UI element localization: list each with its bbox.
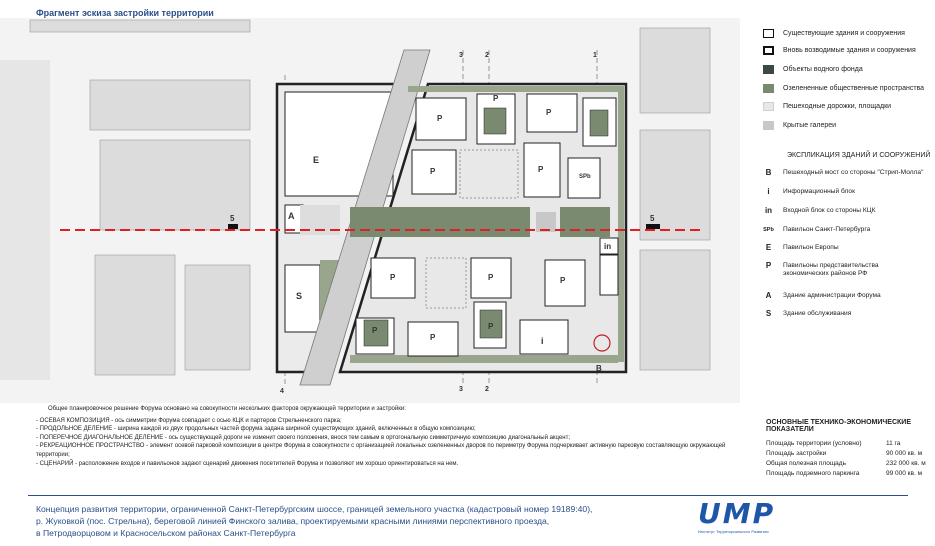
map-label-i: i [541, 336, 544, 346]
axis-label-3-top: 3 [459, 52, 463, 59]
indicator-row: Общая полезная площадь 232 000 кв. м [766, 460, 926, 467]
exp-item-i: i Информационный блок [767, 187, 855, 196]
exp-item-in: in Входной блок со стороны КЦК [764, 206, 876, 215]
indicator-row: Площадь застройки 90 000 кв. м [766, 450, 923, 457]
map-label-P2: P [493, 94, 499, 103]
axis-label-2-bottom: 2 [485, 386, 489, 393]
map-label-P7: P [488, 273, 494, 282]
legend-item-green: Озелененные общественные пространства [763, 84, 924, 93]
swatch-existing [763, 29, 774, 38]
exp-item-E: E Павильон Европы [765, 243, 839, 252]
axis-label-2-top: 2 [485, 52, 489, 59]
indicators-title: ОСНОВНЫЕ ТЕХНИКО-ЭКОНОМИЧЕСКИЕ ПОКАЗАТЕЛИ [766, 419, 912, 433]
legend-item-paths: Пешеходные дорожки, площадки [763, 102, 891, 111]
exp-item-B: B Пешеходный мост со стороны "Стрип-Молла" [765, 168, 924, 177]
map-label-S: S [296, 291, 303, 301]
axis-label-5-left: 5 [230, 214, 235, 223]
legend-item-water: Объекты водного фонда [763, 65, 863, 74]
map-label-E: E [313, 155, 320, 165]
exp-item-P: P Павильоны представительства экономических районов РФ [765, 261, 879, 277]
description-line: - СЦЕНАРИЙ - расположение входов и павильонов задают сценарий движения посетителей Форума и позволяют им хорошо ориентироваться на нем. [36, 460, 459, 467]
context-buildings-right [640, 28, 710, 370]
exp-item-A: A Здание администрации Форума [765, 291, 881, 300]
swatch-paths [763, 102, 774, 111]
swatch-galleries [763, 121, 774, 130]
map-label-P10: P [430, 333, 436, 342]
swatch-water [763, 65, 774, 74]
swatch-green [763, 84, 774, 93]
axis-label-5-right: 5 [650, 214, 655, 223]
map-label-P4: P [430, 167, 436, 176]
legend-item-galleries: Крытые галереи [763, 121, 836, 130]
map-label-P8: P [560, 276, 566, 285]
description-line: - РЕКРЕАЦИОННОЕ ПРОСТРАНСТВО - элемент осевой парковой композиции в центре Форума в совокупности с организацией локальных озелененных дворов по периметру Форума подчеркивает активную парковую составляющую окружающей территории; [36, 443, 726, 458]
site-plan [0, 18, 740, 403]
footer-text: Концепция развития территории, ограниченной Санкт-Петербургским шоссе, границей земельного участка (кадастровый номер 19189:40), р. Жуковкой (пос. Стрельна), береговой линией Финского залива, проектируемыми красными линиями перспективного проезда, в Петродворцовом и Красносельском районах Санкт-Петербурга [36, 504, 593, 538]
map-label-B: B [596, 364, 602, 373]
map-label-in: in [604, 242, 612, 251]
map-label-P3: P [546, 108, 552, 117]
map-label-P9: P [372, 326, 378, 335]
axis-label-1-top: 1 [593, 52, 597, 59]
legend-item-new: Вновь возводимые здания и сооружения [763, 46, 916, 55]
page-title: Фрагмент эскиза застройки территории [36, 8, 214, 18]
map-label-SPb: SPb [579, 174, 591, 180]
swatch-new [763, 46, 774, 55]
description-intro: Общее планировочное решение Форума основано на совокупности нескольких факторов окружающей территории и застройки: [48, 406, 406, 412]
description [36, 405, 736, 468]
map-label-P11: P [488, 322, 494, 331]
map-label-P1: P [437, 114, 443, 123]
axis-label-4-bottom: 4 [280, 388, 284, 395]
ump-logo: UMP Институт Территориального Развития [698, 497, 776, 534]
map-label-P6: P [390, 273, 396, 282]
map-label-P5: P [538, 165, 544, 174]
description-line: - ПОПЕРЕЧНОЕ ДИАГОНАЛЬНОЕ ДЕЛЕНИЕ - ось существующей дороги не изменит своего положения, внося тем самым в ортогональную симметричную композицию диагональный акцент; [36, 434, 570, 441]
description-line: - ПРОДОЛЬНОЕ ДЕЛЕНИЕ - ширина каждой из двух продольных частей форума задана шириной существующих зданий, включенных в общую композицию; [36, 426, 476, 433]
explication-title: ЭКСПЛИКАЦИЯ ЗДАНИЙ И СООРУЖЕНИЙ [787, 152, 931, 159]
indicator-row: Площадь территории (условно) 11 га [766, 440, 901, 447]
axis-label-3-bottom: 3 [459, 386, 463, 393]
map-label-A: A [288, 211, 295, 221]
exp-item-spb: SPb Павильон Санкт-Петербурга [763, 226, 871, 233]
description-line: - ОСЕВАЯ КОМПОЗИЦИЯ - ось симметрии Форума совпадает с осью КЦК и партеров Стрельненского парка; [36, 417, 342, 424]
legend-item-existing: Существующие здания и сооружения [763, 29, 905, 38]
footer-divider [28, 495, 908, 496]
indicator-row: Площадь подземного паркинга 99 000 кв. м [766, 470, 923, 477]
exp-item-S: S Здание обслуживания [765, 309, 852, 318]
